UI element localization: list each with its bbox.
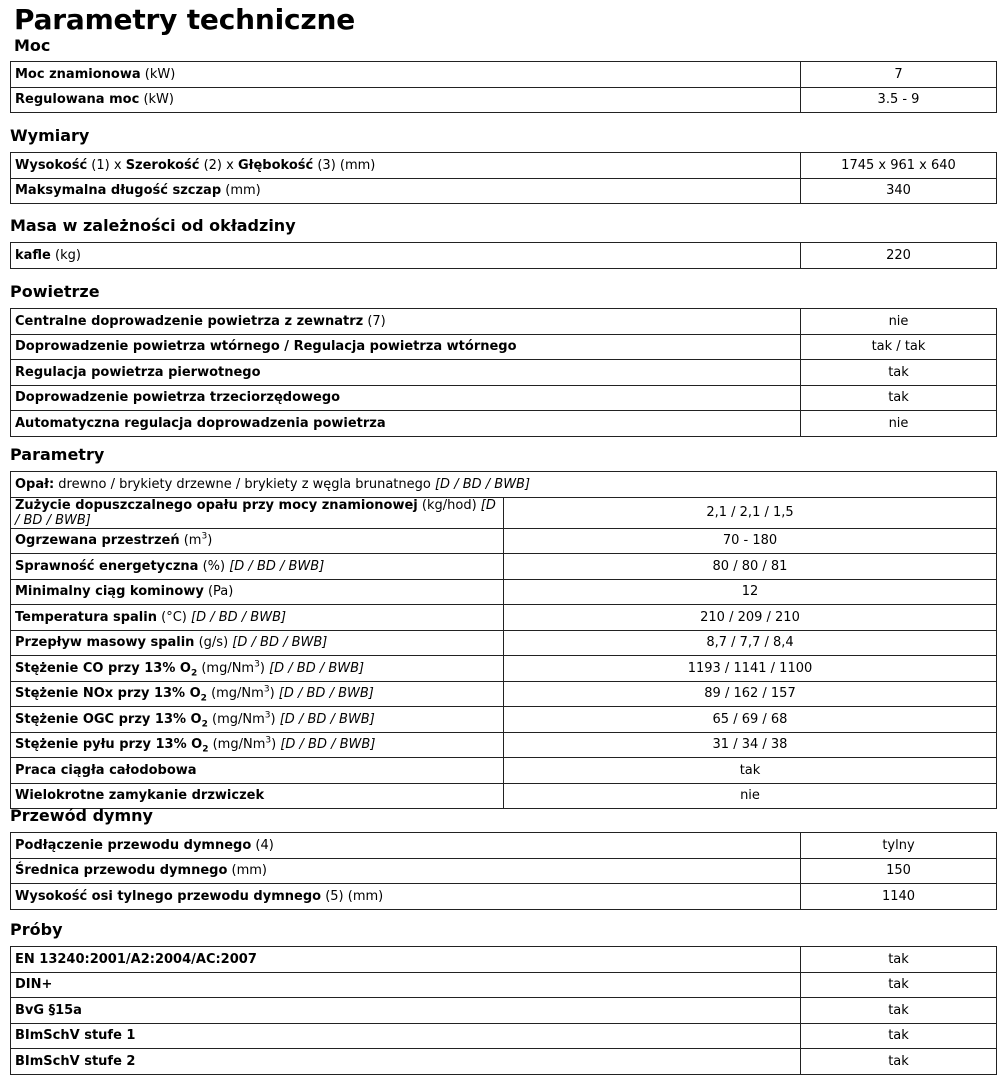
section-moc <box>10 61 997 113</box>
row-value: tak <box>504 758 997 784</box>
param-unit: (5) (mm) <box>325 888 384 904</box>
param-name: Ogrzewana przestrzeń <box>15 533 180 549</box>
table-row <box>11 1049 997 1075</box>
row-label <box>11 528 504 554</box>
param-unit: (kg/hod) <box>421 497 477 513</box>
table-row <box>11 998 997 1024</box>
section-powietrze <box>10 282 997 437</box>
table-row <box>11 153 997 179</box>
row-label <box>11 656 504 682</box>
table-row <box>11 630 997 656</box>
row-label <box>11 178 801 204</box>
param-name: Stężenie OGC przy 13% $O_2$ <box>15 711 208 730</box>
param-unit: (3) (mm) <box>317 157 376 173</box>
table-row <box>11 732 997 758</box>
fuel-variants: [D / BD / BWB] <box>280 737 376 753</box>
param-unit: (kW) <box>144 66 176 82</box>
table-row <box>11 411 997 437</box>
row-label <box>11 554 504 580</box>
param-unit: (mg/Nm$^3$) <box>211 684 275 702</box>
param-name: Regulowana moc <box>15 92 140 108</box>
row-value: tak <box>801 998 997 1024</box>
param-unit: (mg/Nm$^3$) <box>212 710 276 727</box>
row-label: Regulacja powietrza pierwotnego <box>11 360 801 386</box>
powietrze-table <box>10 308 997 437</box>
row-value: 70 - 180 <box>504 528 997 554</box>
row-label <box>11 579 504 605</box>
row-value: tak <box>801 1049 997 1075</box>
row-label: BImSchV stufe 1 <box>11 1023 801 1049</box>
param-unit: (4) <box>255 837 274 853</box>
row-value: 7 <box>801 62 997 88</box>
parametry-table <box>10 471 997 809</box>
param-unit: (g/s) <box>198 635 229 651</box>
table-row <box>11 579 997 605</box>
section-heading: Wymiary <box>10 126 90 145</box>
row-label <box>11 884 801 910</box>
row-value: 210 / 209 / 210 <box>504 605 997 631</box>
section-masa <box>10 216 997 269</box>
param-unit: (2) x <box>203 157 234 173</box>
row-label <box>11 630 504 656</box>
row-label <box>11 497 504 528</box>
param-unit: (mg/Nm$^3$) <box>212 735 277 753</box>
table-row <box>11 87 997 113</box>
table-row <box>11 605 997 631</box>
fuel-variants: [D / BD / BWB] <box>15 497 496 528</box>
row-label <box>11 605 504 631</box>
wymiary-table <box>10 152 997 204</box>
row-value: tak <box>801 947 997 973</box>
row-label <box>11 62 801 88</box>
row-label <box>11 87 801 113</box>
row-label <box>11 833 801 859</box>
row-value: 65 / 69 / 68 <box>504 707 997 733</box>
param-name: Centralne doprowadzenie powietrza z zewnatrz <box>15 313 364 329</box>
przewod-table <box>10 832 997 910</box>
param-name: Stężenie pyłu przy 13% $O_2$ <box>15 737 209 755</box>
row-value: 220 <box>801 243 997 269</box>
row-value: 31 / 34 / 38 <box>504 732 997 758</box>
table-row <box>11 1023 997 1049</box>
row-label: Wielokrotne zamykanie drzwiczek <box>11 783 504 809</box>
row-label: Doprowadzenie powietrza wtórnego / Regulacja powietrza wtórnego <box>11 334 801 360</box>
table-row <box>11 360 997 386</box>
proby-table <box>10 946 997 1075</box>
section-heading: Parametry <box>10 445 105 464</box>
table-row <box>11 554 997 580</box>
row-value: 80 / 80 / 81 <box>504 554 997 580</box>
table-row <box>11 783 997 809</box>
param-name: Sprawność energetyczna <box>15 558 199 574</box>
table-row <box>11 309 997 335</box>
table-row <box>11 758 997 784</box>
table-row <box>11 707 997 733</box>
table-row <box>11 858 997 884</box>
row-label: Doprowadzenie powietrza trzeciorzędowego <box>11 385 801 411</box>
table-row <box>11 528 997 554</box>
row-value: nie <box>504 783 997 809</box>
param-unit: (mm) <box>231 863 267 879</box>
table-row <box>11 62 997 88</box>
fuel-variants: [D / BD / BWB] <box>229 558 325 574</box>
row-value: 1745 x 961 x 640 <box>801 153 997 179</box>
table-row <box>11 656 997 682</box>
section-wymiary <box>10 126 997 204</box>
table-row <box>11 385 997 411</box>
fuel-variants: [D / BD / BWB] <box>269 660 365 676</box>
fuel-row <box>11 472 997 498</box>
moc-table <box>10 61 997 113</box>
fuel-variants: [D / BD / BWB] <box>191 609 287 625</box>
section-parametry <box>10 445 997 809</box>
param-unit: (kW) <box>143 92 174 108</box>
param-name: Maksymalna długość szczap <box>15 183 222 199</box>
param-name: Temperatura spalin <box>15 609 157 625</box>
param-unit: (%) <box>202 558 226 574</box>
table-row <box>11 833 997 859</box>
masa-table <box>10 242 997 269</box>
table-row <box>11 972 997 998</box>
table-row <box>11 243 997 269</box>
param-name: Wysokość osi tylnego przewodu dymnego <box>15 888 322 904</box>
row-label <box>11 707 504 733</box>
row-value: tak / tak <box>801 334 997 360</box>
param-name: Opał: <box>15 476 55 492</box>
row-label: EN 13240:2001/A2:2004/AC:2007 <box>11 947 801 973</box>
section-proby <box>10 920 997 1075</box>
row-label: Automatyczna regulacja doprowadzenia powietrza <box>11 411 801 437</box>
row-label: BImSchV stufe 2 <box>11 1049 801 1075</box>
row-value: tylny <box>801 833 997 859</box>
row-value: 3.5 - 9 <box>801 87 997 113</box>
table-row <box>11 947 997 973</box>
row-value: 150 <box>801 858 997 884</box>
table-row <box>11 884 997 910</box>
row-label <box>11 858 801 884</box>
param-name: Przepływ masowy spalin <box>15 635 195 651</box>
section-heading: Próby <box>10 920 63 939</box>
param-unit: (Pa) <box>207 584 234 600</box>
section-heading: Przewód dymny <box>10 806 153 825</box>
param-name: kafle <box>15 247 51 263</box>
param-name: Średnica przewodu dymnego <box>15 863 228 879</box>
row-value: 89 / 162 / 157 <box>504 681 997 707</box>
row-label <box>11 153 801 179</box>
row-value: tak <box>801 1023 997 1049</box>
section-heading: Masa w zależności od okładziny <box>10 216 296 235</box>
row-label: DIN+ <box>11 972 801 998</box>
row-value: nie <box>801 309 997 335</box>
row-value: 2,1 / 2,1 / 1,5 <box>504 497 997 528</box>
row-value: 340 <box>801 178 997 204</box>
table-row <box>11 497 997 528</box>
table-row <box>11 472 997 498</box>
row-label: Praca ciągła całodobowa <box>11 758 504 784</box>
param-unit: (7) <box>367 313 386 329</box>
row-value: 1193 / 1141 / 1100 <box>504 656 997 682</box>
row-value: tak <box>801 360 997 386</box>
param-unit: (mg/Nm$^3$) <box>201 659 265 676</box>
row-value: 8,7 / 7,7 / 8,4 <box>504 630 997 656</box>
section-przewod <box>10 806 997 910</box>
param-unit: $(m^3)$ <box>183 531 213 549</box>
row-label <box>11 732 504 758</box>
page-title: Parametry techniczne <box>14 3 355 36</box>
param-unit: (mm) <box>225 183 261 199</box>
row-value: tak <box>801 385 997 411</box>
param-name: Głębokość <box>237 157 314 173</box>
row-value: tak <box>801 972 997 998</box>
param-name: Stężenie NOx przy 13% $O_2$ <box>15 686 207 704</box>
row-value: 12 <box>504 579 997 605</box>
fuel-variants: [D / BD / BWB] <box>232 635 328 651</box>
row-label <box>11 243 801 269</box>
section-heading-moc: Moc <box>14 36 51 55</box>
fuel-variants: [D / BD / BWB] <box>279 711 375 727</box>
row-value: 1140 <box>801 884 997 910</box>
param-unit: (kg) <box>55 247 81 263</box>
table-row <box>11 334 997 360</box>
table-row <box>11 178 997 204</box>
row-value: nie <box>801 411 997 437</box>
param-name: Minimalny ciąg kominowy <box>15 584 204 600</box>
fuel-variants: [D / BD / BWB] <box>278 686 374 702</box>
param-unit: (1) x <box>91 157 122 173</box>
param-name: Zużycie dopuszczalnego opału przy mocy znamionowej <box>15 497 418 513</box>
fuel-variants: [D / BD / BWB] <box>434 476 531 492</box>
row-label <box>11 309 801 335</box>
param-name: Szerokość <box>125 157 200 173</box>
param-text: drewno / brykiety drzewne / brykiety z węgla brunatnego <box>58 476 431 492</box>
param-unit: (°C) <box>161 609 187 625</box>
row-label <box>11 681 504 707</box>
table-row <box>11 681 997 707</box>
row-label: BvG §15a <box>11 998 801 1024</box>
param-name: Podłączenie przewodu dymnego <box>15 837 252 853</box>
param-name: Moc znamionowa <box>15 66 141 82</box>
section-heading: Powietrze <box>10 282 100 301</box>
param-name: Wysokość <box>15 157 88 173</box>
param-name: Stężenie CO przy 13% $O_2$ <box>15 660 198 679</box>
